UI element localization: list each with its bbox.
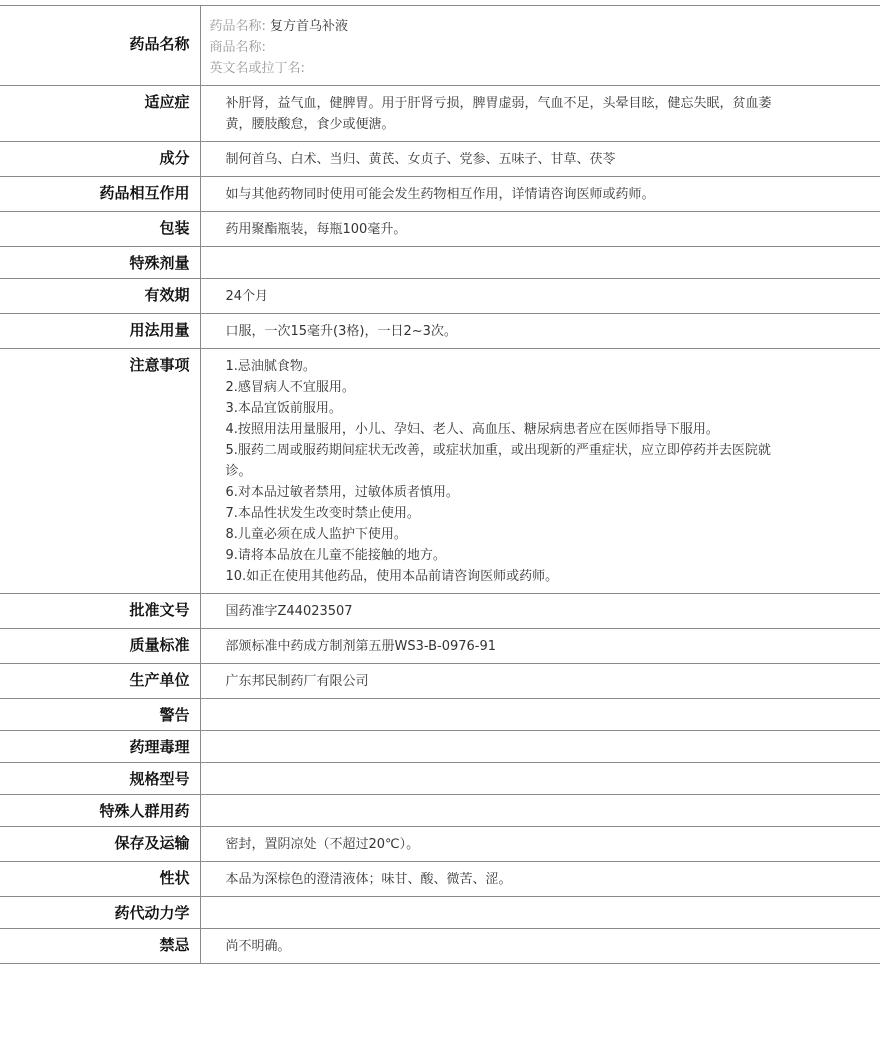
shelf-life-label: 有效期 (0, 279, 200, 314)
trade-name-key: 商品名称: (209, 40, 266, 55)
specification-value (200, 763, 880, 795)
row-specification (0, 763, 880, 795)
precaution-item: 1.忌油腻食物。 (225, 359, 316, 374)
interactions-value: 如与其他药物同时使用可能会发生药物相互作用，详情请咨询医师或药师。 (200, 177, 880, 212)
ingredients-label: 成分 (0, 142, 200, 177)
latin-name-key: 英文名或拉丁名: (209, 61, 305, 76)
contraindications-value: 尚不明确。 (200, 929, 880, 964)
indications-value: 补肝肾，益气血，健脾胃。用于肝肾亏损，脾胃虚弱，气血不足，头晕目眩，健忘失眠，贫血萎黄，腰肢酸怠，食少或便溏。 (200, 86, 880, 142)
row-indications (0, 86, 880, 142)
row-interactions (0, 177, 880, 212)
approval-number-label: 批准文号 (0, 594, 200, 629)
precaution-item: 2.感冒病人不宜服用。 (225, 380, 355, 395)
row-warning (0, 699, 880, 731)
row-storage (0, 827, 880, 862)
precaution-item: 4.按照用法用量服用，小儿、孕妇、老人、高血压、糖尿病患者应在医师指导下服用。 (225, 422, 719, 437)
pharmacology-label: 药理毒理 (0, 731, 200, 763)
row-pharmacokinetics (0, 897, 880, 929)
row-approval-number (0, 594, 880, 629)
specification-label: 规格型号 (0, 763, 200, 795)
manufacturer-label: 生产单位 (0, 664, 200, 699)
row-drug-name (0, 6, 880, 86)
precaution-item: 7.本品性状发生改变时禁止使用。 (225, 506, 420, 521)
row-precautions (0, 349, 880, 594)
quality-standard-label: 质量标准 (0, 629, 200, 664)
packaging-label: 包装 (0, 212, 200, 247)
precaution-item: 5.服药二周或服药期间症状无改善，或症状加重，或出现新的严重症状，应立即停药并去医院就诊。 (225, 443, 771, 479)
drug-name-values (200, 6, 880, 86)
pharmacology-value (200, 731, 880, 763)
generic-name-line (210, 16, 871, 37)
pharmacokinetics-value (200, 897, 880, 929)
trade-name-line (210, 37, 871, 58)
precautions-list (200, 349, 880, 594)
precaution-item: 10.如正在使用其他药品，使用本品前请咨询医师或药师。 (225, 569, 559, 584)
precaution-item: 3.本品宜饭前服用。 (225, 401, 342, 416)
storage-label: 保存及运输 (0, 827, 200, 862)
drug-spec-table (0, 5, 880, 964)
warning-value (200, 699, 880, 731)
warning-label: 警告 (0, 699, 200, 731)
generic-name-key: 药品名称: (209, 19, 266, 34)
generic-name-value: 复方首乌补液 (270, 19, 349, 34)
row-packaging (0, 212, 880, 247)
precaution-item: 9.请将本品放在儿童不能接触的地方。 (225, 548, 446, 563)
row-contraindications (0, 929, 880, 964)
packaging-value: 药用聚酯瓶装，每瓶100毫升。 (200, 212, 880, 247)
precautions-label: 注意事项 (0, 349, 200, 594)
row-ingredients (0, 142, 880, 177)
precaution-item: 6.对本品过敏者禁用，过敏体质者慎用。 (225, 485, 459, 500)
special-population-label: 特殊人群用药 (0, 795, 200, 827)
row-quality-standard (0, 629, 880, 664)
appearance-label: 性状 (0, 862, 200, 897)
precaution-item: 8.儿童必须在成人监护下使用。 (225, 527, 407, 542)
row-pharmacology (0, 731, 880, 763)
manufacturer-value: 广东邦民制药厂有限公司 (200, 664, 880, 699)
shelf-life-value: 24个月 (200, 279, 880, 314)
special-population-value (200, 795, 880, 827)
pharmacokinetics-label: 药代动力学 (0, 897, 200, 929)
drug-name-label: 药品名称 (0, 6, 200, 86)
dosage-value: 口服，一次15毫升(3格)，一日2~3次。 (200, 314, 880, 349)
interactions-label: 药品相互作用 (0, 177, 200, 212)
storage-value: 密封，置阴凉处（不超过20℃）。 (200, 827, 880, 862)
latin-name-line (210, 58, 871, 79)
row-shelf-life (0, 279, 880, 314)
special-dosage-label: 特殊剂量 (0, 247, 200, 279)
appearance-value: 本品为深棕色的澄清液体；味甘、酸、微苦、涩。 (200, 862, 880, 897)
row-appearance (0, 862, 880, 897)
special-dosage-value (200, 247, 880, 279)
row-special-dosage (0, 247, 880, 279)
row-manufacturer (0, 664, 880, 699)
quality-standard-value: 部颁标准中药成方制剂第五册WS3-B-0976-91 (200, 629, 880, 664)
approval-number-value: 国药准字Z44023507 (200, 594, 880, 629)
contraindications-label: 禁忌 (0, 929, 200, 964)
row-dosage (0, 314, 880, 349)
dosage-label: 用法用量 (0, 314, 200, 349)
ingredients-value: 制何首乌、白术、当归、黄芪、女贞子、党参、五味子、甘草、茯苓 (200, 142, 880, 177)
row-special-population (0, 795, 880, 827)
indications-label: 适应症 (0, 86, 200, 142)
